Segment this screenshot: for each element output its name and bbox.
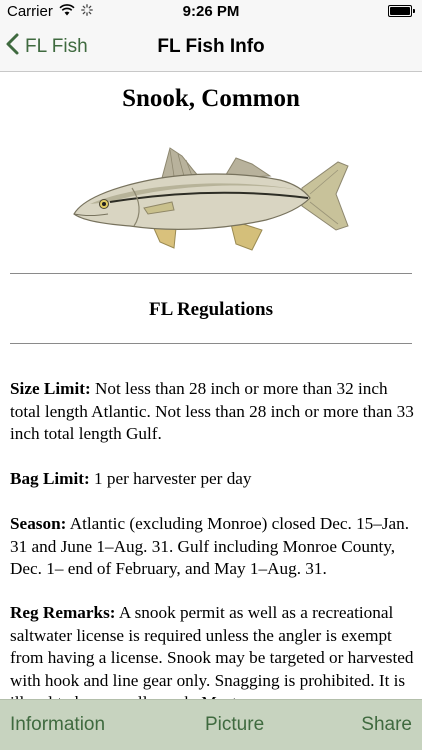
reg-remarks-label: Reg Remarks: [10,603,116,622]
size-limit-label: Size Limit: [10,379,91,398]
tab-information[interactable]: Information [10,714,106,735]
bottom-toolbar [0,699,422,750]
navigation-bar [0,24,422,72]
tab-picture[interactable]: Picture [205,714,265,735]
bag-limit-text: 1 per harvester per day [94,469,252,488]
battery-icon [388,5,415,17]
status-bar [0,0,422,24]
fish-name: Snook, Common [122,85,300,112]
season-text: Atlantic (excluding Monroe) closed Dec. 15–Jan. 31 and June 1–Aug. 31. Gulf including Monroe County, Dec. 1– end of February, and May 1–Aug. 31. [10,514,410,579]
season-paragraph [10,513,414,581]
tab-share[interactable]: Share [361,714,412,735]
bag-limit-label: Bag Limit: [10,469,90,488]
regulations-heading: FL Regulations [148,299,274,320]
bag-limit-paragraph [10,468,414,491]
reg-remarks-text: A snook permit as well as a recreational saltwater license is required unless the angler is exempt from having a license. Snook may be targeted or harvested with hook and line gear only. Snagging is prohibited. It is [10,603,414,690]
size-limit-text: Not less than 28 inch or more than 32 inch total length Atlantic. Not less than 28 inch or more than 33 inch total length Gulf. [10,379,414,444]
back-button-label: FL Fish [25,35,88,57]
carrier-label: Carrier [7,3,53,20]
season-label: Season: [10,514,67,533]
nav-title: FL Fish Info [157,36,265,57]
back-button[interactable] [6,33,88,60]
chevron-left-icon [6,33,19,60]
status-time: 9:26 PM [182,3,240,20]
divider [10,273,412,274]
size-limit-paragraph [10,378,414,446]
snook-fish-illustration [70,144,360,264]
divider [10,343,412,344]
fish-info-content[interactable] [0,72,422,699]
